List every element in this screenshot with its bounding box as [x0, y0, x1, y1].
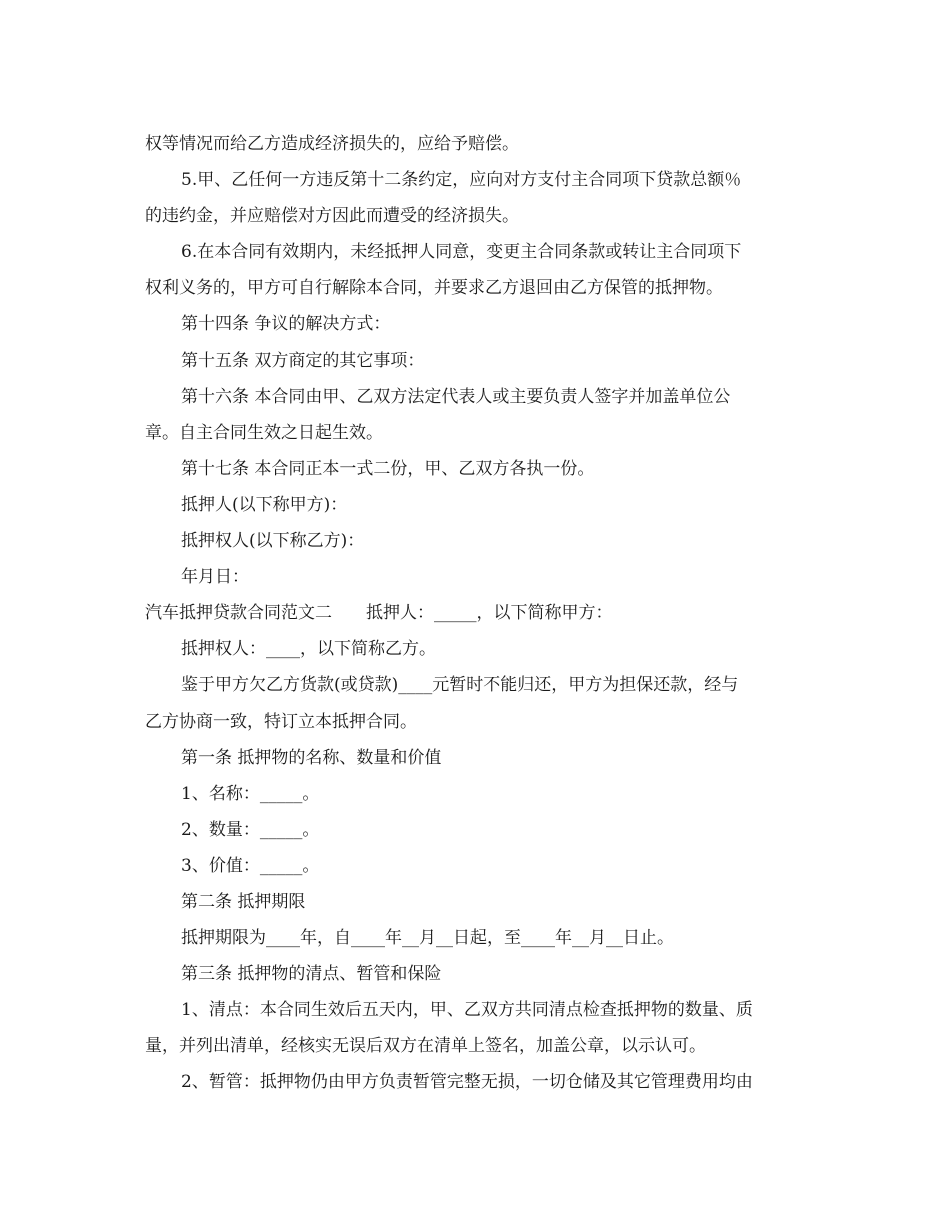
section-heading: 第一条 抵押物的名称、数量和价值	[181, 747, 442, 768]
section-heading: 第十五条 双方商定的其它事项：	[181, 350, 425, 371]
section-heading: 第十四条 争议的解决方式：	[181, 314, 391, 335]
signature-line: 抵押权人(以下称乙方)：	[181, 531, 365, 552]
section-heading: 第二条 抵押期限	[181, 891, 306, 912]
text-line: 量，并列出清单，经核实无误后双方在清单上签名，加盖公章，以示认可。	[145, 1036, 706, 1057]
list-item: 2、暂管：抵押物仍由甲方负责暂管完整无损，一切仓储及其它管理费用均由	[181, 1072, 753, 1093]
section-heading: 第三条 抵押物的清点、暂管和保险	[181, 964, 442, 985]
text-line: 章。自主合同生效之日起生效。	[145, 422, 383, 443]
list-item: 2、数量：_____。	[181, 819, 320, 840]
list-item: 3、价值：_____。	[181, 855, 320, 876]
text-line: 5.甲、乙任何一方违反第十二条约定，应向对方支付主合同项下贷款总额％	[181, 170, 742, 191]
text-line: 的违约金，并应赔偿对方因此而遭受的经济损失。	[145, 206, 519, 227]
signature-line: 抵押人(以下称甲方)：	[181, 494, 348, 515]
text-line: 抵押权人：____，以下简称乙方。	[181, 639, 436, 660]
text-line: 权等情况而给乙方造成经济损失的，应给予赔偿。	[145, 134, 519, 154]
list-item: 1、名称：_____。	[181, 783, 320, 804]
list-item: 1、清点：本合同生效后五天内，甲、乙双方共同清点检查抵押物的数量、质	[181, 1000, 753, 1021]
text-line: 第十七条 本合同正本一式二份，甲、乙双方各执一份。	[181, 458, 595, 479]
document-title-line: 汽车抵押贷款合同范文二 抵押人：_____，以下简称甲方：	[145, 603, 613, 624]
text-line: 权利义务的，甲方可自行解除本合同，并要求乙方退回由乙方保管的抵押物。	[145, 278, 723, 299]
text-line: 鉴于甲方欠乙方货款(或贷款)____元暂时不能归还，甲方为担保还款，经与	[181, 675, 739, 696]
document-body	[145, 126, 810, 1101]
text-line: 第十六条 本合同由甲、乙双方法定代表人或主要负责人签字并加盖单位公	[181, 386, 731, 407]
text-line: 6.在本合同有效期内，未经抵押人同意，变更主合同条款或转让主合同项下	[181, 242, 742, 263]
date-line: 年月日：	[181, 567, 249, 588]
text-line: 乙方协商一致，特订立本抵押合同。	[145, 711, 417, 732]
text-line: 抵押期限为____年，自____年__月__日起，至____年__月__日止。	[181, 928, 674, 949]
